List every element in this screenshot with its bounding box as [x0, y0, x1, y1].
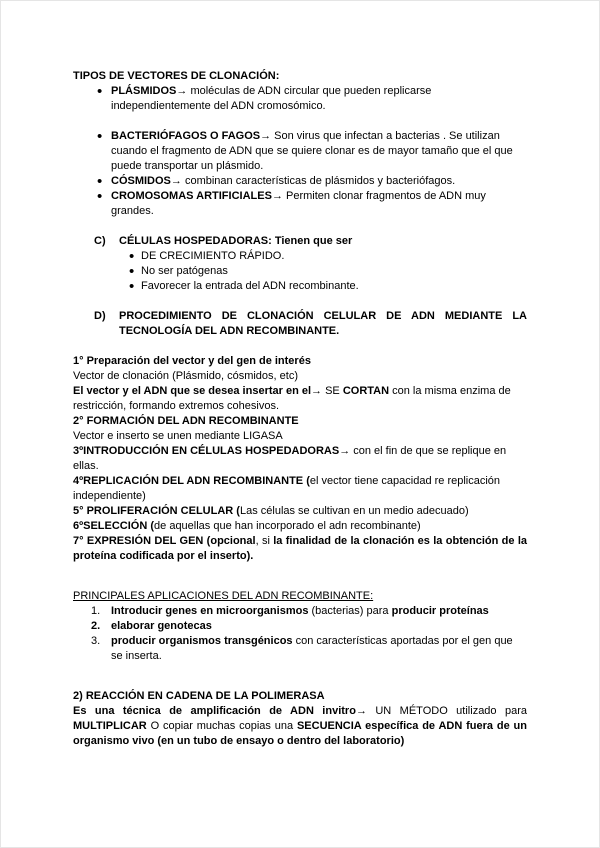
step4-paragraph	[73, 474, 527, 504]
section-c-title: CÉLULAS HOSPEDADORAS: Tienen que ser	[119, 235, 353, 247]
pcr-section	[73, 689, 527, 749]
step1-regular-2: con la misma enzima de restricción, formando extremos cohesivos.	[73, 385, 511, 412]
pcr-regular-2: O copiar muchas copias una	[146, 720, 297, 732]
pcr-bold-3: SECUENCIA específica de ADN fuera de un organismo vivo (en un tubo de ensayo o dentro del laboratorio)	[73, 720, 527, 747]
vector-desc-text: → Permiten clonar fragmentos de ADN muy grandes.	[111, 190, 486, 217]
host-cell-requirement: • DE CRECIMIENTO RÁPIDO.	[141, 249, 527, 264]
item-number: 2.	[91, 620, 101, 632]
list-item-cosmidos	[111, 174, 527, 189]
step3-regular: → con el fin de que se replique en ellas.	[73, 445, 507, 472]
step4-bold: 4ºREPLICACIÓN DEL ADN RECOMBINANTE (	[73, 475, 310, 487]
item-text	[111, 604, 527, 619]
step7-bold-2: la finalidad de la clonación es la obtención de la proteína codificada por el inserto).	[73, 535, 527, 562]
step7-regular-1: , si	[255, 535, 274, 547]
vector-name-bold: PLÁSMIDOS	[111, 85, 177, 97]
step5-bold: 5° PROLIFERACIÓN CELULAR (	[73, 505, 240, 517]
applications-section	[73, 589, 527, 664]
section-c-heading	[94, 234, 527, 249]
application-item-3	[91, 634, 527, 664]
pcr-regular-1: → UN MÉTODO utilizado para	[355, 705, 527, 717]
step2-line2: Vector e inserto se unen mediante LIGASA	[73, 430, 283, 442]
vector-desc-text: → moléculas de ADN circular que pueden replicarse independientemente del ADN cromosómico.	[111, 85, 432, 112]
item1-bold-2: producir proteínas	[391, 605, 489, 617]
step4-regular: el vector tiene capacidad re replicación independiente)	[73, 475, 501, 502]
step5-regular: Las células se cultivan en un medio adecuado)	[239, 505, 469, 517]
section-d-heading	[94, 309, 527, 339]
vector-name-bold: CÓSMIDOS	[111, 175, 171, 187]
vector-desc-text: → combinan características de plásmidos y bacteriófagos.	[170, 175, 456, 187]
item-number: 1.	[91, 605, 101, 617]
step6-bold: 6ºSELECCIÓN (	[73, 520, 155, 532]
step7-paragraph	[73, 534, 527, 564]
host-cell-requirement: • No ser patógenas	[141, 264, 527, 279]
application-item-2	[91, 619, 527, 634]
vector-types-list	[73, 84, 527, 219]
step3-bold: 3ºINTRODUCCIÓN EN CÉLULAS HOSPEDADORAS	[73, 445, 340, 457]
vector-name-bold: CROMOSOMAS ARTIFICIALES	[111, 190, 272, 202]
section-c-bullets	[73, 249, 527, 294]
step1-detail	[73, 384, 527, 414]
section-d-title: PROCEDIMIENTO DE CLONACIÓN CELULAR DE ADN MEDIANTE LA TECNOLOGÍA DEL ADN RECOMBINANTE.	[119, 310, 527, 337]
pcr-paragraph	[73, 704, 527, 749]
item-text	[111, 634, 527, 664]
vector-name-bold: BACTERIÓFAGOS O FAGOS	[111, 130, 261, 142]
step7-bold-1: 7° EXPRESIÓN DEL GEN (opcional	[73, 535, 256, 547]
list-item-plasmidos	[111, 84, 527, 114]
cloning-steps	[73, 354, 527, 564]
doc-title-vectors: TIPOS DE VECTORES DE CLONACIÓN:	[73, 70, 280, 82]
item-text	[111, 619, 527, 634]
pcr-bold-1: Es una técnica de amplificación de ADN invitro	[73, 705, 356, 717]
item1-bold-1: Introducir genes en microorganismos	[111, 605, 309, 617]
item2-bold-1: elaborar genotecas	[111, 620, 212, 632]
step1-title: 1° Preparación del vector y del gen de interés	[73, 355, 311, 367]
step1-line2: Vector de clonación (Plásmido, cósmidos, etc)	[73, 370, 298, 382]
step1-bold-1: El vector y el ADN que se desea insertar en el	[73, 385, 312, 397]
step6-paragraph	[73, 519, 527, 534]
item3-bold-1: producir organismos transgénicos	[111, 635, 293, 647]
step5-paragraph	[73, 504, 527, 519]
step3-paragraph	[73, 444, 527, 474]
step1-regular-1: → SE	[311, 385, 343, 397]
pcr-bold-2: MULTIPLICAR	[73, 720, 147, 732]
item1-regular-1: (bacterias) para	[308, 605, 392, 617]
pcr-heading: 2) REACCIÓN EN CADENA DE LA POLIMERASA	[73, 690, 325, 702]
step1-bold-2: CORTAN	[342, 385, 390, 397]
list-item-bacteriofagos	[111, 129, 527, 174]
item-number: 3.	[91, 635, 101, 647]
step6-regular: de aquellas que han incorporado el adn recombinante)	[154, 520, 421, 532]
item3-regular-1: con características aportadas por el gen que se inserta.	[111, 635, 513, 662]
application-item-1	[91, 604, 527, 619]
section-d-marker: D)	[94, 310, 106, 322]
applications-heading: PRINCIPALES APLICACIONES DEL ADN RECOMBINANTE:	[73, 590, 374, 602]
step2-title: 2° FORMACIÓN DEL ADN RECOMBINANTE	[73, 415, 299, 427]
vector-desc-text: → Son virus que infectan a bacterias . Se utilizan cuando el fragmento de ADN que se quiere clonar es de mayor tamaño que el que puede transportar un plásmido.	[111, 130, 513, 172]
list-item-cromosomas	[111, 189, 527, 219]
section-c-marker: C)	[94, 235, 106, 247]
host-cell-requirement: • Favorecer la entrada del ADN recombinante.	[141, 279, 527, 294]
